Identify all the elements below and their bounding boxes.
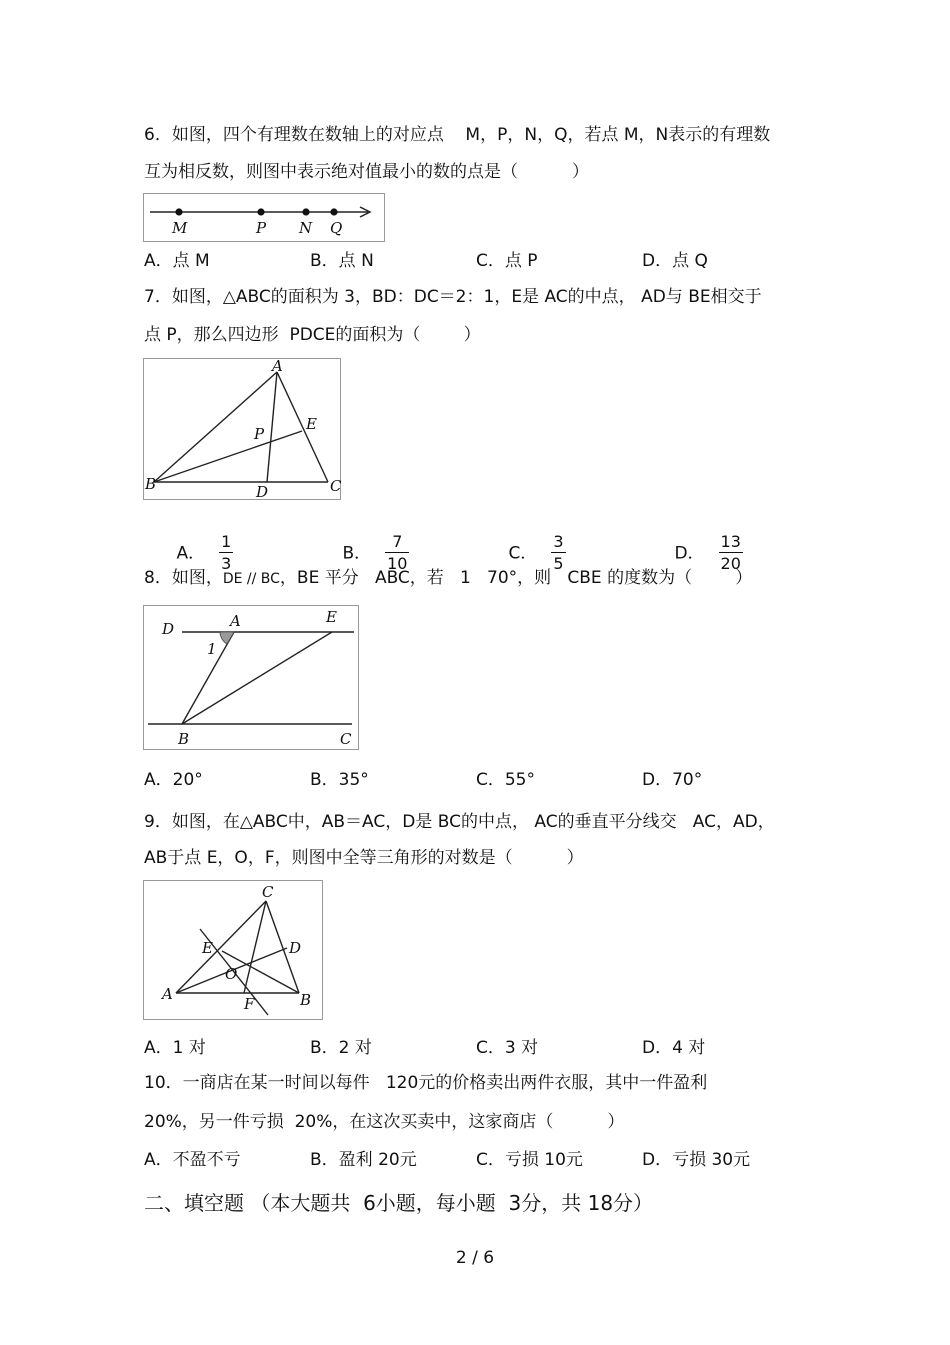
q8-option-d: D．70° bbox=[642, 770, 703, 790]
q9-options bbox=[144, 1036, 824, 1076]
q8-label-c: C bbox=[340, 730, 352, 748]
q9-option-d: D．4 对 bbox=[642, 1038, 706, 1058]
q10-option-a: A．不盈不亏 bbox=[144, 1150, 241, 1170]
q10-option-d: D．亏损 30元 bbox=[642, 1150, 751, 1170]
q7-triangle-figure bbox=[143, 358, 341, 500]
q6-number-line-figure bbox=[143, 193, 385, 242]
q9-label-f: F bbox=[244, 995, 255, 1013]
q6-label-n: N bbox=[299, 219, 313, 237]
q6-option-b: B．点 N bbox=[310, 251, 374, 271]
q8-option-c: C．55° bbox=[476, 770, 536, 790]
q8-text-line1: 8．如图，DE // BC，BE 平分 ABC，若 1 70°，则 CBE 的度数为（ ） bbox=[144, 568, 753, 588]
q9-label-d: D bbox=[289, 939, 302, 957]
q6-label-p: P bbox=[256, 219, 267, 237]
q9-text-line1: 9．如图，在△ABC中，AB＝AC，D是 BC的中点， AC的垂直平分线交 AC，AD， bbox=[144, 812, 775, 832]
q6-option-d: D．点 Q bbox=[642, 251, 708, 271]
q8-parallel-lines-figure bbox=[143, 605, 359, 750]
q7-label-d: D bbox=[256, 483, 269, 501]
q8-label-e: E bbox=[326, 608, 337, 626]
q9-text-line2: AB于点 E，O，F，则图中全等三角形的对数是（ ） bbox=[144, 848, 584, 868]
q9-option-b: B．2 对 bbox=[310, 1038, 372, 1058]
q6-label-m: M bbox=[172, 219, 188, 237]
q7-label-b: B bbox=[145, 475, 157, 493]
q7-label-e: E bbox=[306, 415, 317, 433]
q10-text-line1: 10．一商店在某一时间以每件 120元的价格卖出两件衣服，其中一件盈利 bbox=[144, 1073, 708, 1093]
section-title-fill-in-blank: 二、填空题 （本大题共 6小题，每小题 3分，共 18分） bbox=[144, 1191, 654, 1215]
q7-option-a-fraction: $\frac{1}{3}$ bbox=[221, 532, 232, 573]
q7-text-line2: 点 P，那么四边形 PDCE的面积为（ ） bbox=[144, 325, 481, 345]
q9-label-o: O bbox=[225, 965, 238, 983]
q9-label-a: A bbox=[162, 985, 173, 1003]
q7-label-p: P bbox=[254, 425, 265, 443]
q6-label-q: Q bbox=[330, 219, 343, 237]
q6-option-c: C．点 P bbox=[476, 251, 538, 271]
q6-options bbox=[144, 249, 824, 289]
q9-isosceles-triangle-figure bbox=[143, 880, 323, 1020]
q6-text-line2: 互为相反数，则图中表示绝对值最小的数的点是（ ） bbox=[144, 162, 590, 182]
page-number: 2 / 6 bbox=[455, 1248, 495, 1268]
q8-label-d: D bbox=[162, 620, 175, 638]
q8-option-a: A．20° bbox=[144, 770, 203, 790]
q8-option-b: B．35° bbox=[310, 770, 369, 790]
q7-option-d: D． $\frac{13}{20}$ bbox=[674, 532, 741, 573]
q6-option-a: A．点 M bbox=[144, 251, 210, 271]
q6-text-line1: 6．如图，四个有理数在数轴上的对应点 M，P，N，Q，若点 M，N表示的有理数 bbox=[144, 125, 771, 145]
q9-option-a: A．1 对 bbox=[144, 1038, 206, 1058]
q10-options bbox=[144, 1148, 824, 1188]
q8-options bbox=[144, 768, 824, 808]
q10-text-line2: 20%，另一件亏损 20%，在这次买卖中，这家商店（ ） bbox=[144, 1112, 625, 1132]
q7-options bbox=[144, 508, 824, 573]
q8-label-angle-1: 1 bbox=[207, 640, 217, 658]
q7-option-b: B． $\frac{7}{10}$ bbox=[342, 532, 408, 573]
q7-label-a: A bbox=[272, 357, 283, 375]
q7-label-c: C bbox=[330, 477, 342, 495]
q9-label-c: C bbox=[262, 883, 274, 901]
q8-label-a: A bbox=[230, 612, 241, 630]
q8-label-b: B bbox=[178, 730, 190, 748]
q9-label-b: B bbox=[300, 991, 312, 1009]
q7-option-a: A． $\frac{1}{3}$ bbox=[176, 532, 232, 573]
q9-label-e: E bbox=[202, 939, 213, 957]
q7-option-c-fraction: $\frac{3}{5}$ bbox=[553, 532, 564, 573]
q7-option-b-fraction: $\frac{7}{10}$ bbox=[387, 532, 408, 573]
q7-option-d-fraction: $\frac{13}{20}$ bbox=[720, 532, 741, 573]
q9-option-c: C．3 对 bbox=[476, 1038, 539, 1058]
q7-option-c: C． $\frac{3}{5}$ bbox=[508, 532, 564, 573]
q7-text-line1: 7．如图，△ABC的面积为 3，BD：DC＝2：1，E是 AC的中点， AD与 BE相交于 bbox=[144, 287, 762, 307]
q10-option-b: B．盈利 20元 bbox=[310, 1150, 417, 1170]
q10-option-c: C．亏损 10元 bbox=[476, 1150, 583, 1170]
